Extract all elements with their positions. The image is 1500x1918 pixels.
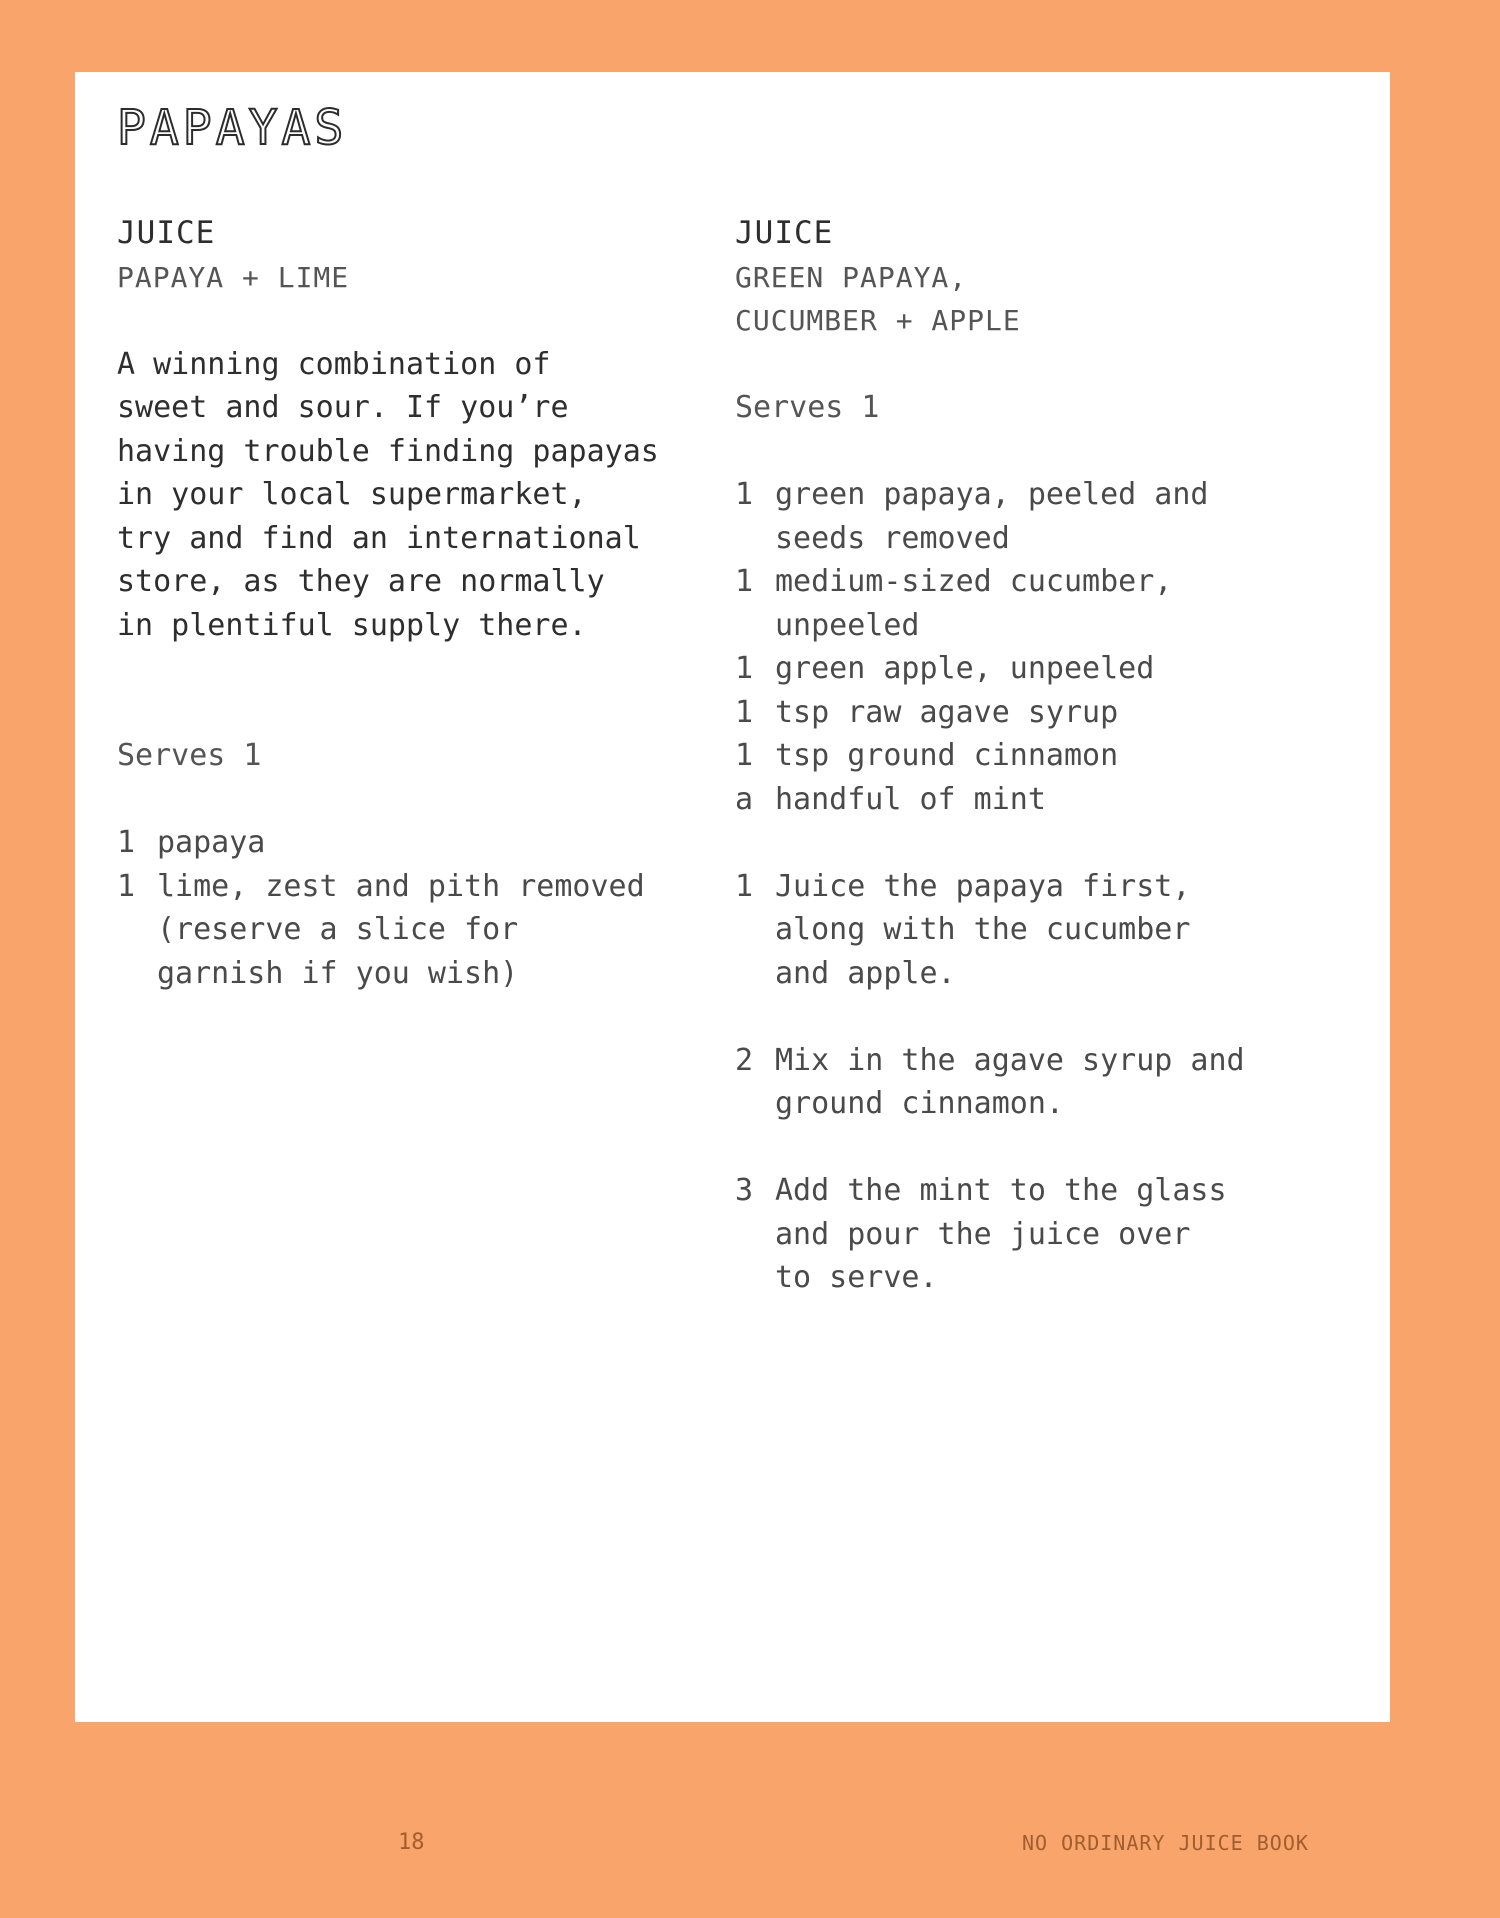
step-number: 1 (735, 868, 754, 904)
ingredient-qty: 1 (735, 738, 754, 773)
ingredient-item (117, 821, 697, 865)
ingredient-item (735, 473, 1335, 560)
method-steps (735, 865, 1335, 1300)
ingredient-text: green apple, unpeeled (775, 651, 1155, 686)
step-number: 2 (735, 1042, 754, 1078)
step-text: Mix in the agave syrup and ground cinnamon. (775, 1042, 1245, 1121)
step-number: 3 (735, 1173, 754, 1208)
recipe-subheading: GREEN PAPAYA, CUCUMBER + APPLE (735, 260, 1021, 337)
recipe-heading: JUICE (735, 215, 834, 251)
book-title: NO ORDINARY JUICE BOOK (1022, 1831, 1309, 1855)
ingredient-item (735, 734, 1335, 778)
ingredient-item (735, 647, 1335, 691)
ingredient-qty: 1 (735, 477, 754, 512)
ingredient-text: handful of mint (775, 781, 1046, 817)
step-text: Juice the papaya first, along with the cucumber and apple. (775, 868, 1191, 991)
ingredient-list (735, 473, 1335, 821)
method-step (735, 1039, 1335, 1126)
recipe-papaya-lime (117, 212, 697, 995)
method-step (735, 865, 1335, 996)
recipe-description: A winning combination of sweet and sour. If you’re having trouble finding papayas in your local supermarket, try and find an international store, as they are normally in plentiful supply there. (117, 346, 659, 643)
recipe-heading: JUICE (117, 215, 216, 251)
recipe-subheading: PAPAYA + LIME (117, 260, 350, 294)
ingredient-text: tsp raw agave syrup (775, 694, 1119, 730)
page-number: 18 (398, 1830, 425, 1855)
ingredient-list (117, 821, 697, 995)
ingredient-qty: 1 (735, 651, 754, 686)
ingredient-text: tsp ground cinnamon (775, 738, 1119, 773)
ingredient-qty: 1 (735, 694, 754, 730)
ingredient-qty: a (735, 781, 754, 817)
ingredient-text: green papaya, peeled and seeds removed (775, 477, 1209, 556)
ingredient-item (735, 560, 1335, 647)
serves-text: Serves 1 (735, 390, 880, 425)
page-card (75, 72, 1390, 1722)
section-title: PAPAYAS (117, 100, 348, 156)
ingredient-text: lime, zest and pith removed (reserve a slice for garnish if you wish) (157, 868, 645, 991)
step-text: Add the mint to the glass and pour the juice over to serve. (775, 1173, 1227, 1295)
method-step (735, 1169, 1335, 1300)
ingredient-item (117, 865, 697, 996)
ingredient-text: medium-sized cucumber, unpeeled (775, 564, 1173, 643)
ingredient-qty: 1 (117, 868, 136, 904)
ingredient-text: papaya (157, 825, 266, 860)
ingredient-item (735, 691, 1335, 735)
recipe-green-papaya (735, 212, 1335, 1343)
ingredient-qty: 1 (735, 564, 754, 599)
ingredient-item (735, 778, 1335, 822)
ingredient-qty: 1 (117, 825, 136, 860)
serves-text: Serves 1 (117, 738, 262, 773)
